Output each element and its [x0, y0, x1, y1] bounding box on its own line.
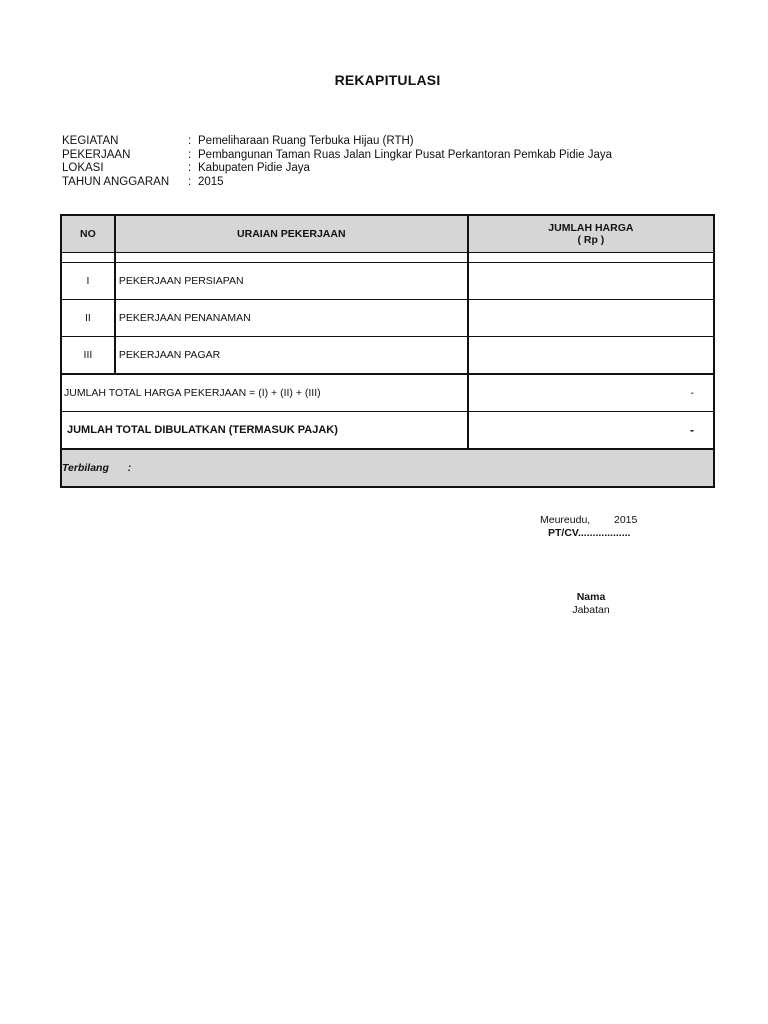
item-amount [468, 263, 714, 300]
rounded-total-row [61, 412, 714, 450]
item-desc: PEKERJAAN PAGAR [115, 337, 468, 375]
document-title: REKAPITULASI [334, 72, 441, 88]
info-value: Pembangunan Taman Ruas Jalan Lingkar Pusat Perkantoran Pemkab Pidie Jaya [198, 148, 613, 161]
info-row-kegiatan [62, 135, 612, 149]
spacer-cell [468, 253, 714, 263]
table-row [61, 300, 714, 337]
item-amount [468, 300, 714, 337]
info-colon: : [188, 175, 192, 188]
item-desc: PEKERJAAN PENANAMAN [115, 300, 468, 337]
rounded-total-label: JUMLAH TOTAL DIBULATKAN (TERMASUK PAJAK) [61, 412, 468, 450]
signature-company: PT/CV.................. [548, 527, 631, 539]
info-label: TAHUN ANGGARAN [62, 175, 170, 188]
item-no: I [61, 263, 115, 300]
table-row [61, 337, 714, 375]
info-label: KEGIATAN [62, 135, 119, 147]
item-amount [468, 337, 714, 375]
signature-name: Nama [576, 591, 606, 603]
terbilang-colon: : [127, 462, 132, 474]
terbilang-label: Terbilang [62, 462, 109, 474]
table-header-row [61, 215, 714, 253]
project-info [62, 135, 612, 189]
rounded-total-value: - [468, 412, 714, 450]
total-row [61, 374, 714, 412]
info-label: LOKASI [62, 162, 104, 174]
header-amount-line2: ( Rp ) [577, 234, 605, 246]
info-colon: : [188, 135, 192, 147]
info-value: 2015 [198, 175, 224, 188]
recap-table [60, 214, 715, 488]
terbilang-row [61, 449, 714, 487]
spacer-cell [61, 253, 115, 263]
terbilang-cell [61, 449, 714, 487]
header-amount-line1: JUMLAH HARGA [548, 222, 634, 234]
info-colon: : [188, 162, 192, 174]
signature-year: 2015 [614, 514, 638, 526]
info-value: Pemeliharaan Ruang Terbuka Hijau (RTH) [198, 135, 414, 147]
table-row [61, 263, 714, 300]
spacer-cell [115, 253, 468, 263]
item-no: III [61, 337, 115, 375]
signature-city: Meureudu, [540, 514, 591, 526]
item-desc: PEKERJAAN PERSIAPAN [115, 263, 468, 300]
info-row-pekerjaan [62, 149, 612, 163]
item-no: II [61, 300, 115, 337]
info-row-tahun-anggaran [62, 176, 612, 190]
total-label: JUMLAH TOTAL HARGA PEKERJAAN = (I) + (II) + (III) [61, 374, 468, 412]
header-amount [468, 215, 714, 253]
info-colon: : [188, 148, 192, 161]
info-value: Kabupaten Pidie Jaya [198, 162, 310, 174]
info-label: PEKERJAAN [62, 148, 131, 161]
spacer-row [61, 253, 714, 263]
info-row-lokasi [62, 162, 612, 176]
header-no: NO [61, 215, 115, 253]
signature-position: Jabatan [572, 604, 610, 616]
total-value: - [468, 374, 714, 412]
signature-place-date [540, 514, 640, 526]
header-desc: URAIAN PEKERJAAN [115, 215, 468, 253]
